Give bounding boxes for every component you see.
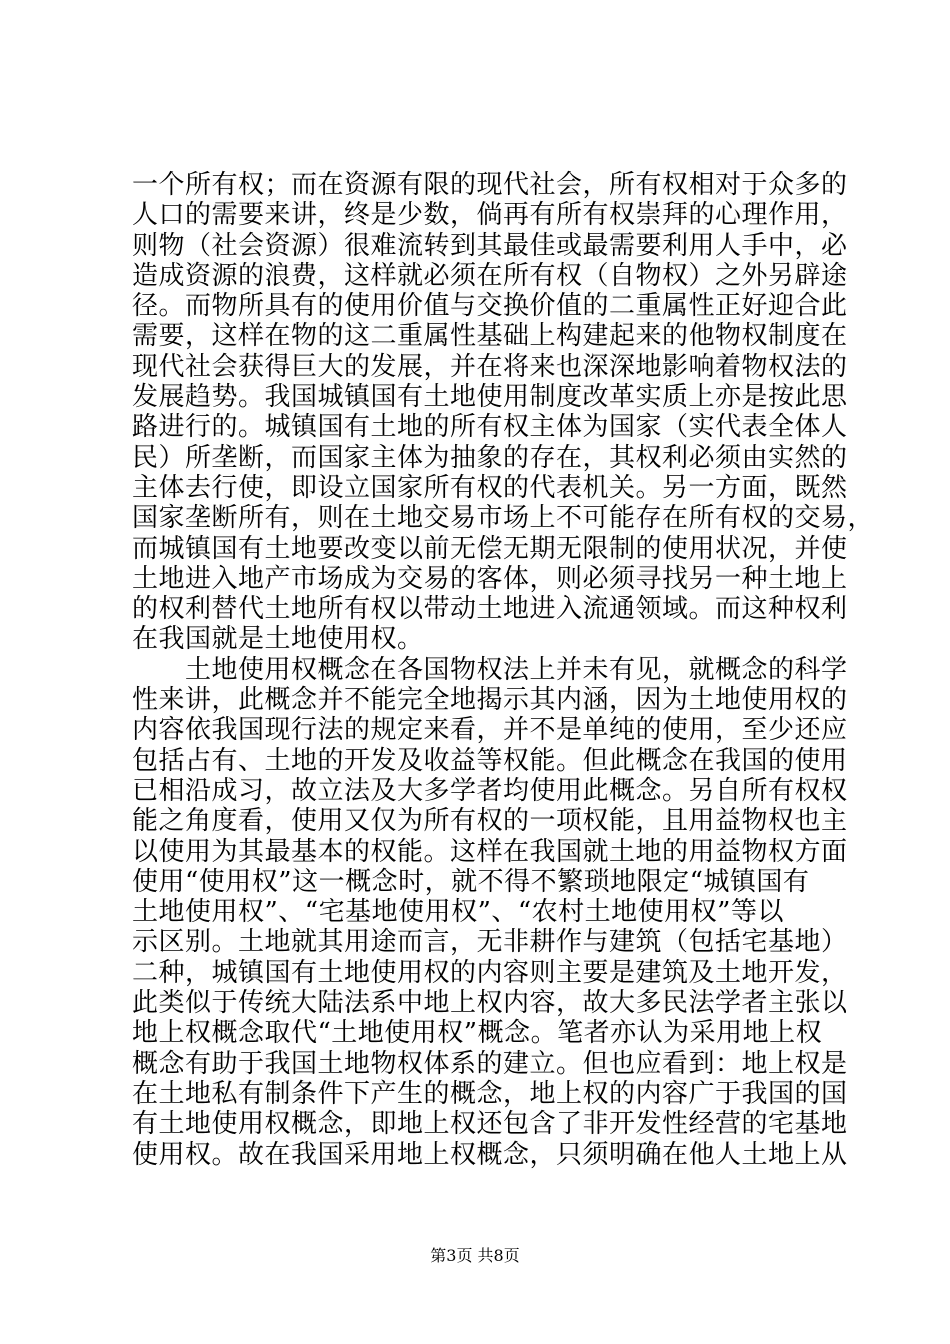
text-line: 二种，城镇国有土地使用权的内容则主要是建筑及土地开发，: [132, 957, 848, 988]
text-line: 使用权。故在我国采用地上权概念，只须明确在他人土地上从: [132, 1139, 848, 1170]
text-line: 现代社会获得巨大的发展，并在将来也深深地影响着物权法的: [132, 351, 848, 382]
text-line: 使用“使用权”这一概念时，就不得不繁琐地限定“城镇国有: [132, 866, 810, 897]
text-line: 人口的需要来讲，终是少数，倘再有所有权崇拜的心理作用，: [132, 200, 848, 231]
text-line: 包括占有、土地的开发及收益等权能。但此概念在我国的使用: [132, 745, 848, 776]
text-line: 内容依我国现行法的规定来看，并不是单纯的使用，至少还应: [132, 715, 848, 746]
text-line: 主体去行使，即设立国家所有权的代表机关。另一方面，既然: [132, 472, 848, 503]
text-line: 有土地使用权概念，即地上权还包含了非开发性经营的宅基地: [132, 1109, 848, 1140]
text-line: 国家垄断所有，则在土地交易市场上不可能存在所有权的交易，: [132, 503, 875, 534]
text-line: 民）所垄断，而国家主体为抽象的存在，其权利必须由实然的: [132, 442, 848, 473]
text-line: 地上权概念取代“土地使用权”概念。笔者亦认为采用地上权: [132, 1018, 823, 1049]
text-line: 此类似于传统大陆法系中地上权内容，故大多民法学者主张以: [132, 988, 848, 1019]
text-line: 土地使用权概念在各国物权法上并未有见，就概念的科学: [132, 654, 848, 685]
text-line: 土地进入地产市场成为交易的客体，则必须寻找另一种土地上: [132, 563, 848, 594]
text-line: 一个所有权；而在资源有限的现代社会，所有权相对于众多的: [132, 170, 848, 200]
text-line: 路进行的。城镇国有土地的所有权主体为国家（实代表全体人: [132, 412, 848, 443]
text-line: 而城镇国有土地要改变以前无偿无期无限制的使用状况，并使: [132, 533, 848, 564]
text-line: 概念有助于我国土地物权体系的建立。但也应看到：地上权是: [132, 1048, 848, 1079]
text-line: 的权利替代土地所有权以带动土地进入流通领域。而这种权利: [132, 594, 848, 625]
text-line: 以使用为其最基本的权能。这样在我国就土地的用益物权方面: [132, 836, 848, 867]
page-footer: 第3页 共8页: [430, 1246, 520, 1265]
text-line: 在我国就是土地使用权。: [132, 624, 424, 655]
text-line: 发展趋势。我国城镇国有土地使用制度改革实质上亦是按此思: [132, 382, 848, 413]
text-line: 需要，这样在物的这二重属性基础上构建起来的他物权制度在: [132, 321, 848, 352]
text-line: 土地使用权”、“宅基地使用权”、“农村土地使用权”等以: [132, 897, 784, 928]
text-line: 径。而物所具有的使用价值与交换价值的二重属性正好迎合此: [132, 291, 848, 322]
text-line: 已相沿成习，故立法及大多学者均使用此概念。另自所有权权: [132, 775, 848, 806]
text-line: 造成资源的浪费，这样就必须在所有权（自物权）之外另辟途: [132, 260, 848, 291]
text-line: 能之角度看，使用又仅为所有权的一项权能，且用益物权也主: [132, 806, 848, 837]
text-line: 性来讲，此概念并不能完全地揭示其内涵，因为土地使用权的: [132, 685, 848, 716]
text-line: 则物（社会资源）很难流转到其最佳或最需要利用人手中，必: [132, 230, 848, 261]
body-text: [132, 170, 875, 1170]
text-line: 在土地私有制条件下产生的概念，地上权的内容广于我国的国: [132, 1078, 848, 1109]
text-line: 示区别。土地就其用途而言，无非耕作与建筑（包括宅基地）: [132, 927, 848, 958]
